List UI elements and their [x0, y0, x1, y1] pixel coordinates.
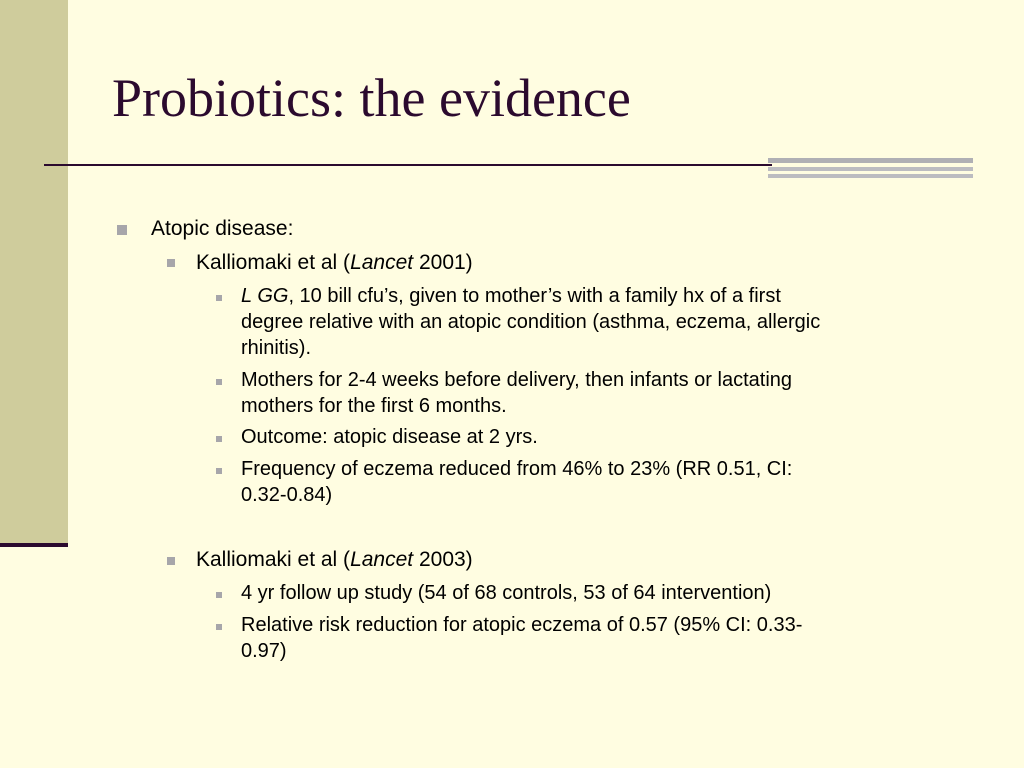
square-bullet-icon	[216, 295, 222, 301]
square-bullet-icon	[117, 225, 127, 235]
square-bullet-icon	[167, 259, 175, 267]
study-2003-citation: Kalliomaki et al (Lancet 2003)	[196, 548, 473, 571]
square-bullet-icon	[216, 379, 222, 385]
study-2003-point-2-line-2: 0.97)	[241, 640, 287, 662]
square-bullet-icon	[216, 624, 222, 630]
topic-atopic-disease: Atopic disease:	[151, 217, 294, 240]
study-2001-point-2: Mothers for 2-4 weeks before delivery, then infants or lactating	[241, 369, 793, 391]
square-bullet-icon	[216, 436, 222, 442]
study-2001-point-4: Frequency of eczema reduced from 46% to 23% (RR 0.51, CI:	[241, 458, 793, 480]
study-2003-point-1: 4 yr follow up study (54 of 68 controls, 53 of 64 intervention)	[241, 582, 772, 604]
square-bullet-icon	[216, 592, 222, 598]
study-2001-point-4-line-2: 0.32-0.84)	[241, 484, 333, 506]
study-2001-point-1-line-3: rhinitis).	[241, 337, 312, 359]
study-2001-point-3: Outcome: atopic disease at 2 yrs.	[241, 426, 538, 448]
square-bullet-icon	[216, 468, 222, 474]
study-2001-point-1: L GG, 10 bill cfu’s, given to mother’s with a family hx of a first	[241, 285, 781, 307]
study-2001-citation: Kalliomaki et al (Lancet 2001)	[196, 251, 473, 274]
study-2001-point-1-line-2: degree relative with an atopic condition (asthma, eczema, allergic	[241, 311, 821, 333]
study-2001-point-2-line-2: mothers for the first 6 months.	[241, 395, 507, 417]
square-bullet-icon	[167, 557, 175, 565]
study-2003-point-2: Relative risk reduction for atopic eczema of 0.57 (95% CI: 0.33-	[241, 614, 803, 636]
slide-title: Probiotics: the evidence	[112, 68, 631, 128]
